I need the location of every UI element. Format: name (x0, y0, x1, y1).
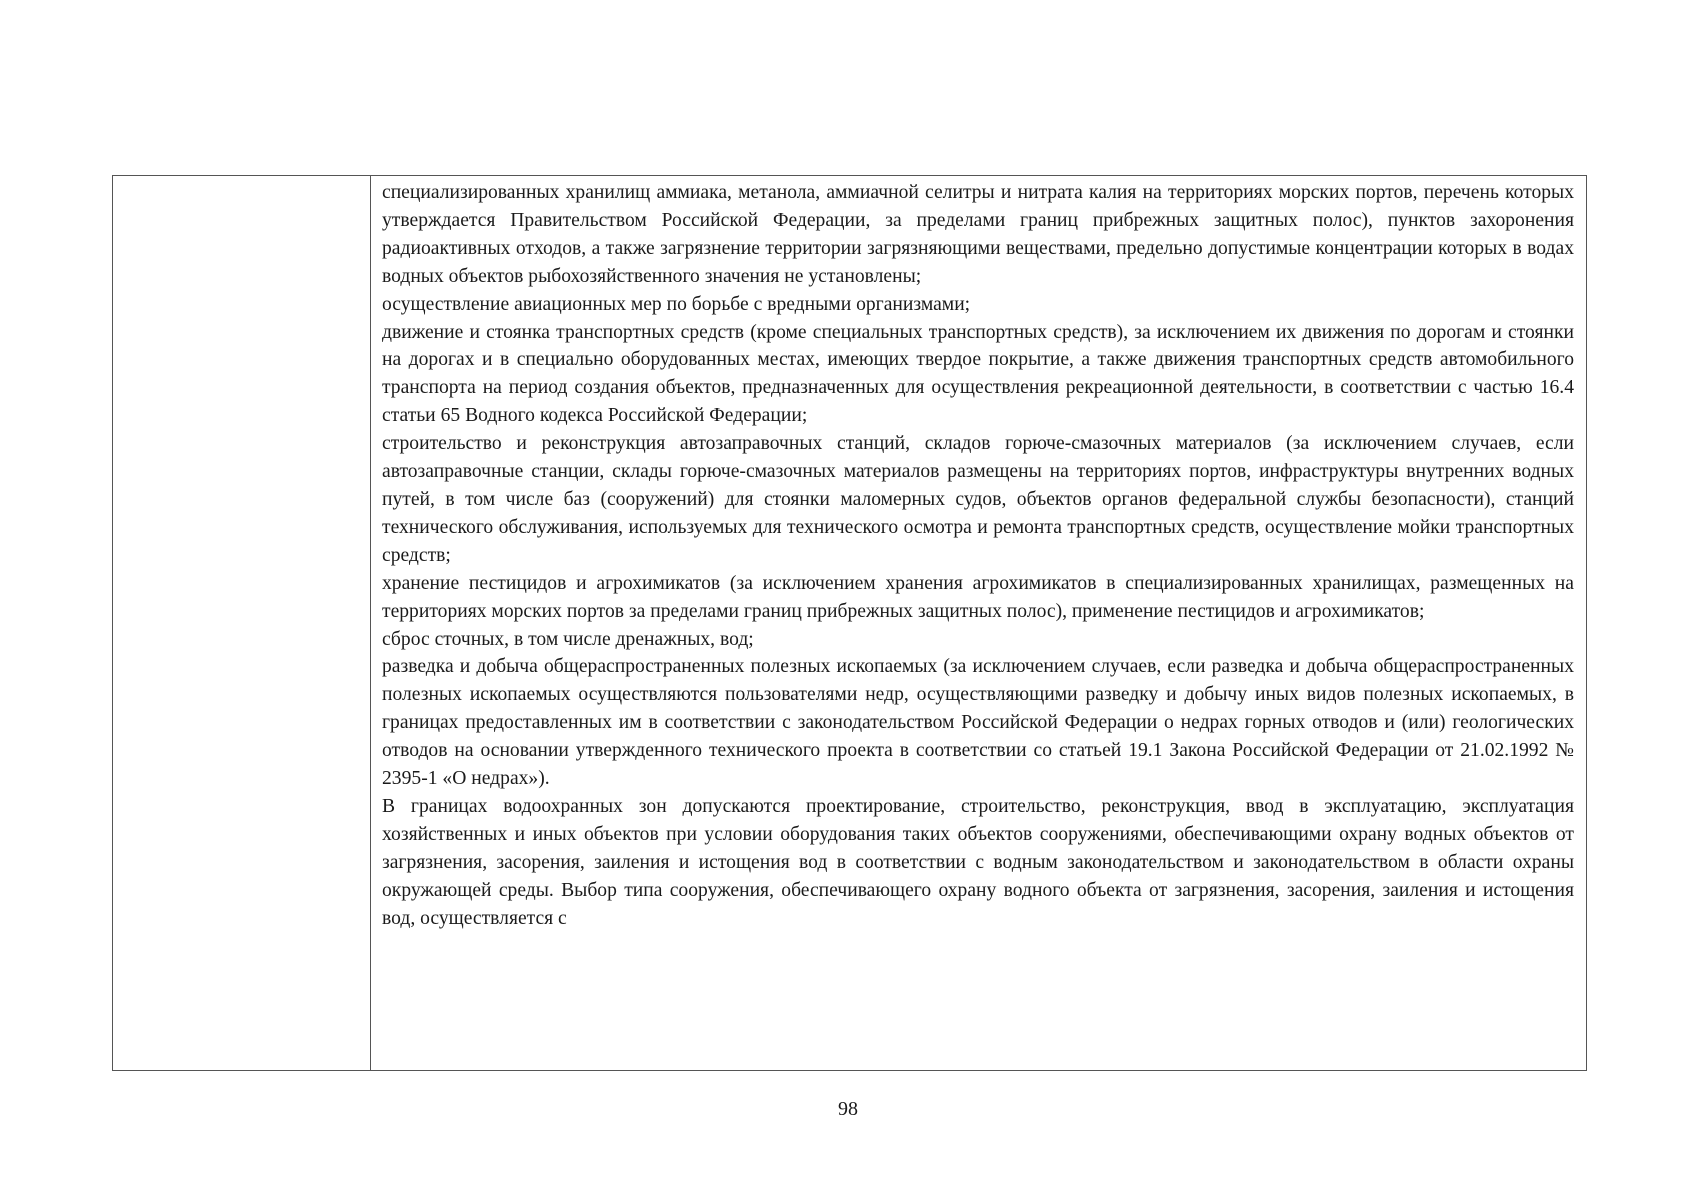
document-table (112, 175, 1587, 1071)
paragraph-water-protection-zones: В границах водоохранных зон допускаются проектирование, строительство, реконструкция, ввод в эксплуатацию, эксплуатация хозяйственных и иных объектов при условии оборудования таких объектов сооружениями, обеспечивающими охрану водных объектов от загрязнения, засорения, заиления и истощения вод в соответствии с водным законодательством и законодательством в области охраны окружающей среды. Выбор типа сооружения, обеспечивающего охрану водного объекта от загрязнения, засорения, заиления и истощения вод, осуществляется с (382, 795, 1574, 929)
paragraph-vehicle-traffic: движение и стоянка транспортных средств (кроме специальных транспортных средств), за исключением их движения по дорогам и стоянки на дорогах и в специально оборудованных местах, имеющих твердое покрытие, а также движения транспортных средств автомобильного транспорта на период создания объектов, предназначенных для осуществления рекреационной деятельности, в соответствии с частью 16.4 статьи 65 Водного кодекса Российской Федерации; (382, 321, 1574, 427)
paragraph-aviation-measures: осуществление авиационных мер по борьбе с вредными организмами; (382, 293, 971, 315)
paragraph-fuel-stations: строительство и реконструкция автозаправочных станций, складов горюче-смазочных материалов (за исключением случаев, если автозаправочные станции, склады горюче-смазочных материалов размещены на территориях портов, инфраструктуры внутренних водных путей, в том числе баз (сооружений) для стоянки маломерных судов, объектов органов федеральной службы безопасности), станций технического обслуживания, используемых для технического осмотра и ремонта транспортных средств, осуществление мойки транспортных средств; (382, 433, 1574, 566)
paragraph-wastewater: сброс сточных, в том числе дренажных, вод; (382, 628, 754, 650)
table-left-cell (113, 176, 371, 1070)
paragraph-mineral-extraction: разведка и добыча общераспространенных полезных ископаемых (за исключением случаев, если разведка и добыча общераспространенных полезных ископаемых осуществляются пользователями недр, осуществляющими разведку и добычу иных видов полезных ископаемых, в границах предоставленных им в соответствии с законодательством Российской Федерации о недрах горных отводов и (или) геологических отводов на основании утвержденного технического проекта в соответствии со статьей 19.1 Закона Российской Федерации от 21.02.1992 № 2395-1 «О недрах»). (382, 656, 1574, 790)
paragraph-storage-clause: специализированных хранилищ аммиака, метанола, аммиачной селитры и нитрата калия на территориях морских портов, перечень которых утверждается Правительством Российской Федерации, за пределами границ прибрежных защитных полос), пунктов захоронения радиоактивных отходов, а также загрязнение территории загрязняющими веществами, предельно допустимые концентрации которых в водах водных объектов рыбохозяйственного значения не установлены; (382, 182, 1574, 287)
paragraph-pesticides: хранение пестицидов и агрохимикатов (за исключением хранения агрохимикатов в специализированных хранилищах, размещенных на территориях морских портов за пределами границ прибрежных защитных полос), применение пестицидов и агрохимикатов; (382, 572, 1574, 622)
table-right-cell (371, 176, 1586, 1070)
page-number: 98 (838, 1098, 858, 1120)
